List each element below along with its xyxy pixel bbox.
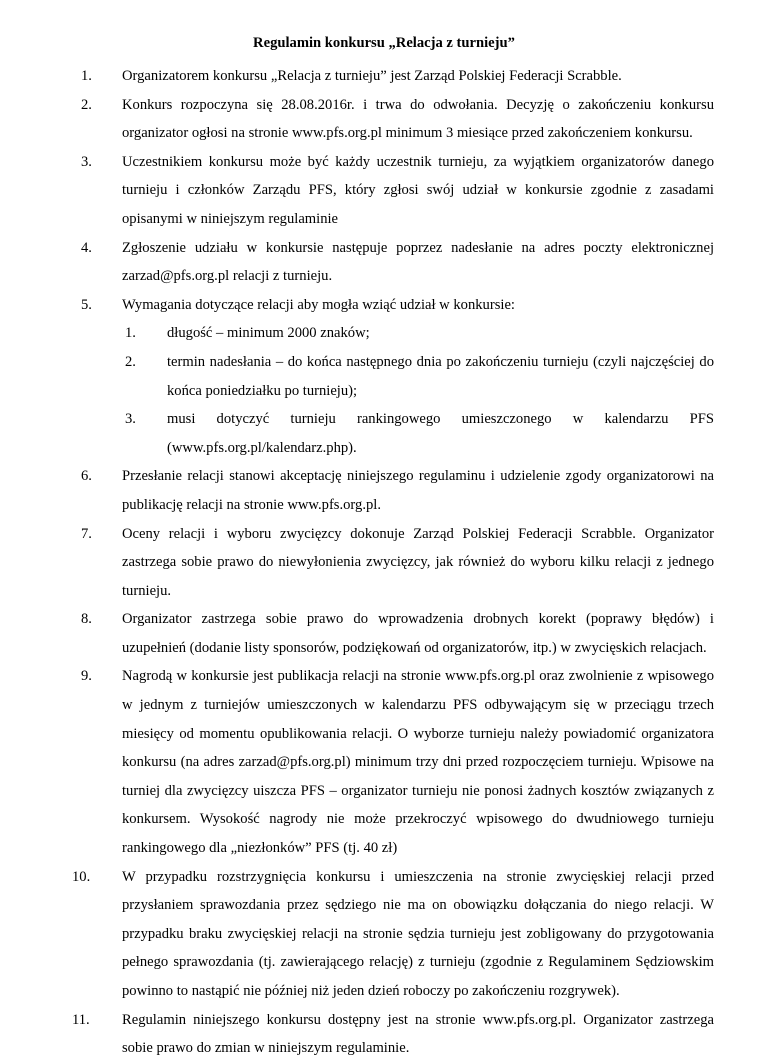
rule-text: W przypadku rozstrzygnięcia konkursu i umieszczenia na stronie zwycięskiej relacji przed przysłaniem sprawozdania przez sędziego nie ma on obowiązku dołączania do niego relacji. W przypadku braku zwycięskiej relacji na stronie sędzia turnieju jest zobligowany do przygotowania pełnego sprawozdania (tj. zawierającego relację) z turnieju (zgodnie z Regulaminem Sędziowskim powinno to nastąpić nie później niż jeden dzień roboczy po zakończeniu rozgrywek).: [122, 868, 714, 999]
rule-text: Zgłoszenie udziału w konkursie następuje poprzez nadesłanie na adres poczty elektronicznej zarzad@pfs.org.pl relacji z turnieju.: [122, 239, 714, 285]
rule-item: [0, 605, 768, 662]
rule-number: 8.: [81, 611, 92, 628]
rule-number: 9.: [81, 668, 92, 685]
rule-item: [0, 863, 768, 1006]
rule-number: 11.: [72, 1011, 90, 1028]
rule-number: 1.: [81, 68, 92, 84]
rule-item: [0, 1006, 768, 1063]
requirement-text-line-2: (www.pfs.org.pl/kalendarz.php).: [167, 439, 357, 456]
rule-item: [0, 462, 768, 519]
requirement-number: 2.: [125, 353, 136, 370]
rule-item: [0, 291, 768, 463]
requirement-number: 1.: [125, 325, 136, 342]
requirement-number: 3.: [125, 411, 136, 428]
rule-item: [0, 662, 768, 862]
rule-number: 2.: [81, 96, 92, 113]
rule-text: Nagrodą w konkursie jest publikacja relacji na stronie www.pfs.org.pl oraz zwolnienie z wpisowego w jednym z turniejów umieszczonych w kalendarzu PFS odbywającym się w przeciągu trzech miesięcy od momentu opublikowania relacji. O wyborze turnieju należy powiadomić organizatora konkursu (na adres zarzad@pfs.org.pl) minimum trzy dni przed rozpoczęciem turnieju. Wpisowe na turniej dla zwycięzcy uiszcza PFS – organizator turnieju nie ponosi żadnych kosztów związanych z konkursem. Wysokość nagrody nie może przekroczyć wpisowego do dwudniowego turnieju rankingowego dla „niezłonków” PFS (tj. 40 zł): [122, 668, 714, 857]
requirements-sublist: [122, 319, 714, 462]
document-title: Regulamin konkursu „Relacja z turnieju”: [253, 35, 515, 51]
requirement-text: długość – minimum 2000 znaków;: [167, 325, 370, 342]
rule-item: [0, 148, 768, 234]
rule-text: Organizator zastrzega sobie prawo do wprowadzenia drobnych korekt (poprawy błędów) i uzupełnień (dodanie listy sponsorów, podziękowań od organizatorów, itp.) w zwycięskich relacjach.: [122, 611, 714, 656]
requirement-text: termin nadesłania – do końca następnego dnia po zakończeniu turnieju (czyli najczęściej do końca poniedziałku po turnieju);: [167, 353, 714, 399]
rule-number: 4.: [81, 239, 92, 256]
rule-text: Konkurs rozpoczyna się 28.08.2016r. i trwa do odwołania. Decyzję o zakończeniu konkursu organizator ogłosi na stronie www.pfs.org.pl minimum 3 miesiące przed zakończeniem konkursu.: [122, 96, 714, 142]
requirement-item: [122, 319, 714, 348]
rule-text: Wymagania dotyczące relacji aby mogła wziąć udział w konkursie:: [122, 296, 515, 313]
rule-text: Uczestnikiem konkursu może być każdy uczestnik turnieju, za wyjątkiem organizatorów danego turnieju i członków Zarządu PFS, który zgłosi swój udział w konkursie zgodnie z zasadami opisanymi w niniejszym regulaminie: [122, 153, 714, 227]
rule-text: Regulamin niniejszego konkursu dostępny jest na stronie www.pfs.org.pl. Organizator zastrzega sobie prawo do zmian w niniejszym regulaminie.: [122, 1011, 714, 1057]
rule-text: Organizatorem konkursu „Relacja z turnieju” jest Zarząd Polskiej Federacji Scrabble.: [122, 68, 622, 84]
rule-text: Oceny relacji i wyboru zwycięzcy dokonuje Zarząd Polskiej Federacji Scrabble. Organizator zastrzega sobie prawo do niewyłonienia zwycięzcy, jak również do wyboru kilku relacji z jednego turnieju.: [122, 525, 714, 599]
requirement-item: [122, 405, 714, 462]
requirement-text-line-1: musi dotyczyć turnieju rankingowego umieszczonego w kalendarzu PFS: [167, 411, 714, 428]
rule-number: 7.: [81, 525, 92, 542]
rules-list: [0, 62, 768, 1063]
rule-number: 3.: [81, 153, 92, 170]
rule-number: 5.: [81, 296, 92, 313]
rule-number: 10.: [72, 868, 91, 885]
rule-number: 6.: [81, 468, 92, 485]
rule-item: [0, 91, 768, 148]
requirement-item: [122, 348, 714, 405]
rule-item: [0, 234, 768, 291]
rule-item: [0, 62, 768, 91]
rule-text: Przesłanie relacji stanowi akceptację niniejszego regulaminu i udzielenie zgody organizatorowi na publikację relacji na stronie www.pfs.org.pl.: [122, 468, 714, 513]
rule-item: [0, 520, 768, 606]
